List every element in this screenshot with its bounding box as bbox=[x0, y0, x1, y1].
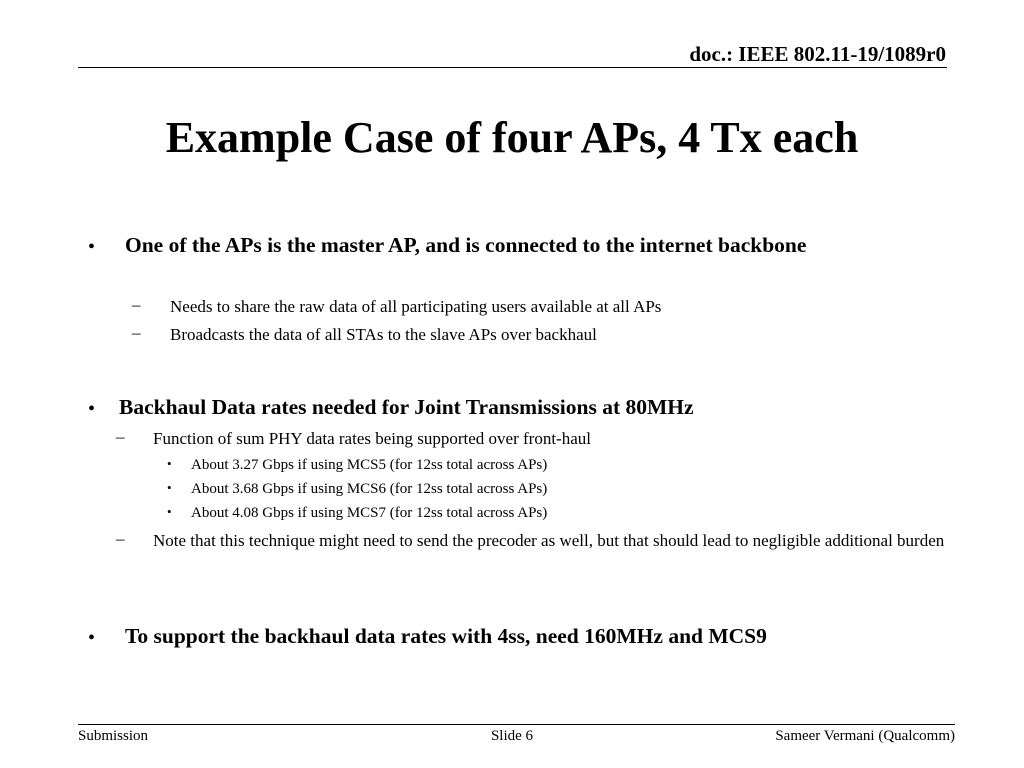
document-id: doc.: IEEE 802.11-19/1089r0 bbox=[689, 42, 946, 66]
bullet-2-subsub-1-text: About 3.27 Gbps if using MCS5 (for 12ss total across APs) bbox=[191, 457, 548, 473]
footer-slide-number: Slide 6 bbox=[490, 728, 534, 744]
bullet-icon: • bbox=[167, 456, 172, 471]
bullet-3-text: To support the backhaul data rates with 4ss, need 160MHz and MCS9 bbox=[125, 624, 767, 648]
bullet-1-sub-1-text: Needs to share the raw data of all participating users available at all APs bbox=[170, 297, 662, 316]
bullet-2-subsub-3-text: About 4.08 Gbps if using MCS7 (for 12ss total across APs) bbox=[191, 505, 548, 521]
bullet-icon: • bbox=[167, 504, 172, 519]
dash-icon: – bbox=[116, 529, 125, 548]
bullet-icon: • bbox=[88, 236, 96, 258]
bullet-1-sub-2-text: Broadcasts the data of all STAs to the slave APs over backhaul bbox=[170, 325, 597, 344]
dash-icon: – bbox=[132, 295, 141, 314]
footer-author: Sameer Vermani (Qualcomm) bbox=[775, 728, 955, 744]
bullet-icon: • bbox=[88, 398, 96, 420]
bullet-2-sub-2-text: Note that this technique might need to send the precoder as well, but that should lead to negligible additional burden bbox=[153, 531, 945, 550]
bullet-icon: • bbox=[167, 480, 172, 495]
bullet-2-subsub-2-text: About 3.68 Gbps if using MCS6 (for 12ss total across APs) bbox=[191, 481, 548, 497]
header-rule bbox=[78, 67, 947, 68]
dash-icon: – bbox=[132, 323, 141, 342]
dash-icon: – bbox=[116, 427, 125, 446]
bullet-1-text: One of the APs is the master AP, and is connected to the internet backbone bbox=[125, 233, 807, 257]
bullet-2-text: Backhaul Data rates needed for Joint Transmissions at 80MHz bbox=[119, 395, 694, 419]
bullet-icon: • bbox=[88, 627, 96, 649]
footer-rule bbox=[78, 724, 955, 725]
bullet-2-sub-1-text: Function of sum PHY data rates being supported over front-haul bbox=[153, 429, 591, 448]
slide-title: Example Case of four APs, 4 Tx each bbox=[165, 113, 859, 162]
footer-submission: Submission bbox=[78, 728, 149, 744]
